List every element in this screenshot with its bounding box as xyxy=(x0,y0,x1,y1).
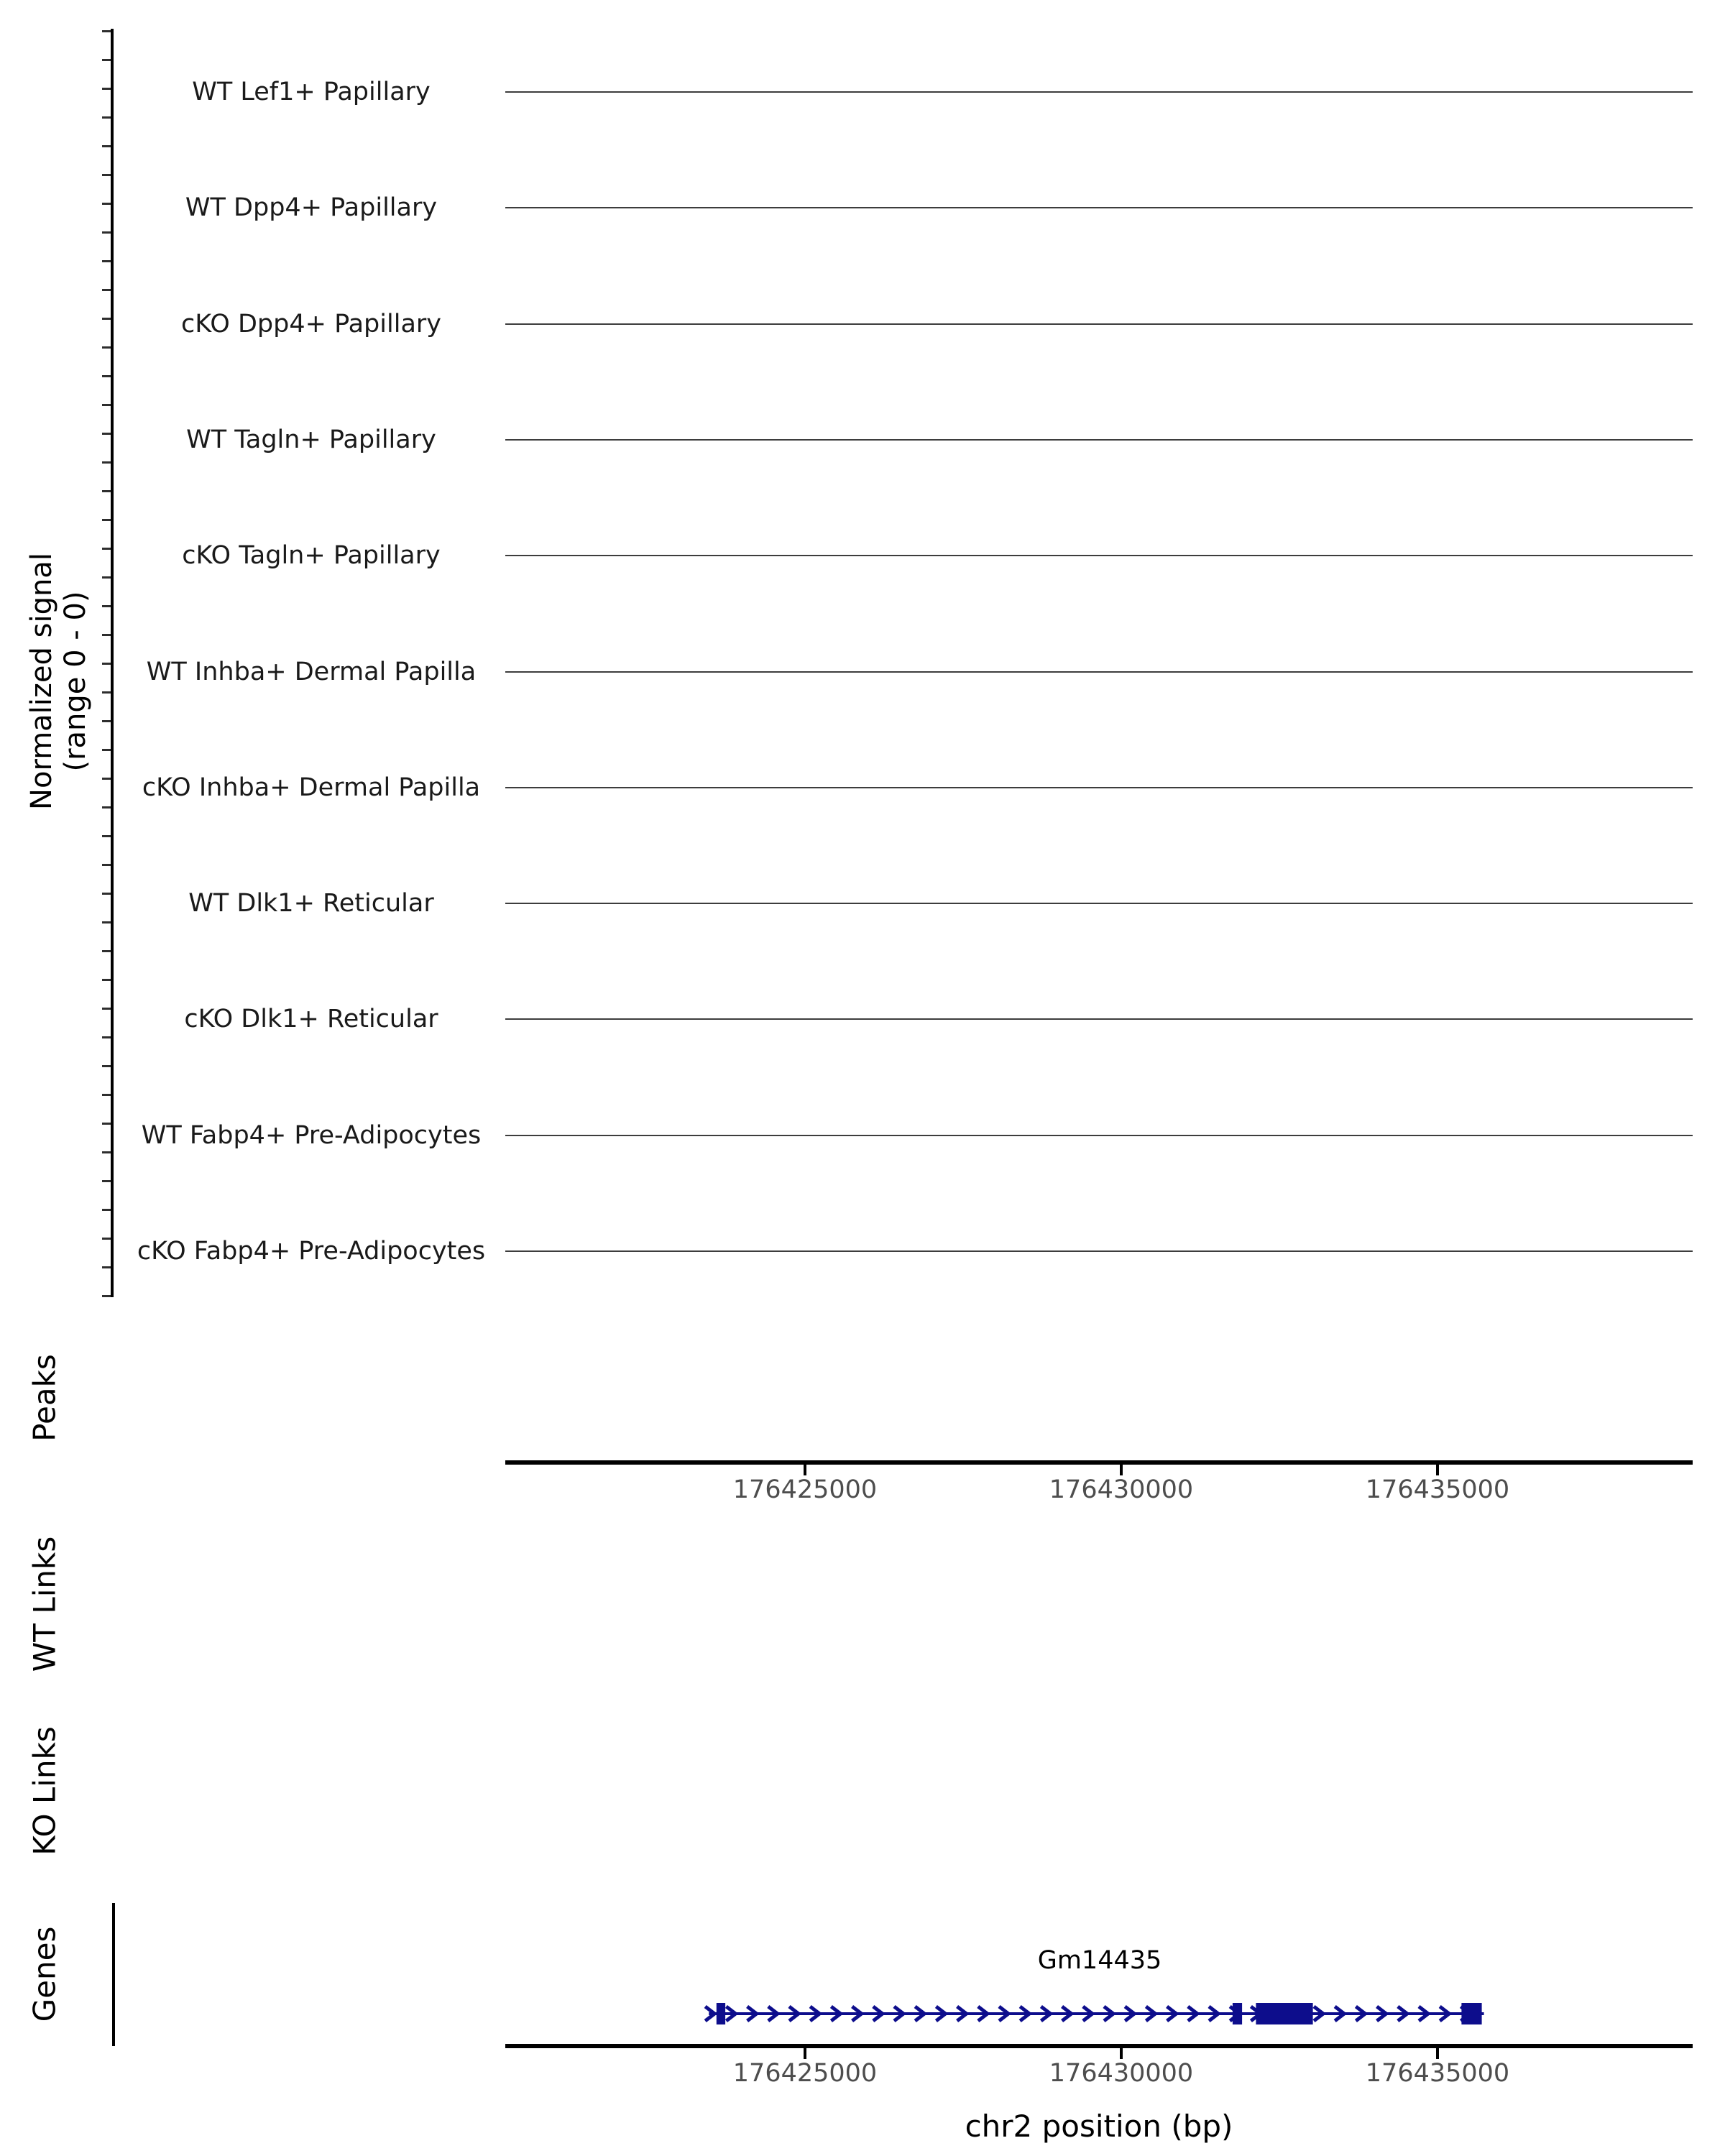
y-axis-title-line2: (range 0 - 0) xyxy=(59,591,92,772)
genome-axis-tick-label: 176430000 xyxy=(1049,1475,1194,1504)
track-label: cKO Tagln+ Papillary xyxy=(182,541,441,571)
track-label: WT Dpp4+ Papillary xyxy=(185,193,438,223)
gene-exon xyxy=(717,2003,725,2024)
genome-axis-tick-label: 176435000 xyxy=(1365,1475,1510,1504)
gene-exon xyxy=(1256,2003,1312,2024)
track-label: cKO Fabp4+ Pre-Adipocytes xyxy=(137,1237,486,1266)
track-label: WT Lef1+ Papillary xyxy=(192,78,431,106)
track-label: cKO Dlk1+ Reticular xyxy=(184,1005,438,1034)
genome-axis-tick-label: 176430000 xyxy=(1049,2059,1194,2088)
y-axis-title-line1: Normalized signal xyxy=(24,553,58,810)
gene-name-label: Gm14435 xyxy=(1037,1946,1162,1975)
track-label: cKO Dpp4+ Papillary xyxy=(181,309,441,338)
gene-exon xyxy=(1461,2003,1481,2024)
gene-exon xyxy=(1233,2003,1242,2024)
genome-axis-tick-label: 176425000 xyxy=(732,2059,878,2088)
genome-axis-tick xyxy=(1120,2048,1123,2059)
wt-links-section-label: WT Links xyxy=(27,1536,63,1672)
genome-axis-tick xyxy=(804,2048,806,2059)
genome-axis-tick xyxy=(1436,2048,1439,2059)
track-label: WT Inhba+ Dermal Papilla xyxy=(146,657,477,686)
track-label: WT Tagln+ Papillary xyxy=(186,425,436,454)
track-label: WT Dlk1+ Reticular xyxy=(188,889,434,918)
x-axis-line xyxy=(505,2044,1693,2048)
genome-axis-tick-label: 176435000 xyxy=(1365,2059,1510,2088)
x-axis-title: chr2 position (bp) xyxy=(965,2109,1233,2144)
track-label: cKO Inhba+ Dermal Papilla xyxy=(142,773,481,802)
peaks-section-label: Peaks xyxy=(27,1354,63,1442)
track-label: WT Fabp4+ Pre-Adipocytes xyxy=(141,1120,482,1150)
ko-links-section-label: KO Links xyxy=(27,1726,63,1856)
genes-section-label: Genes xyxy=(27,1926,63,2022)
genome-axis-tick-label: 176425000 xyxy=(732,1475,878,1504)
